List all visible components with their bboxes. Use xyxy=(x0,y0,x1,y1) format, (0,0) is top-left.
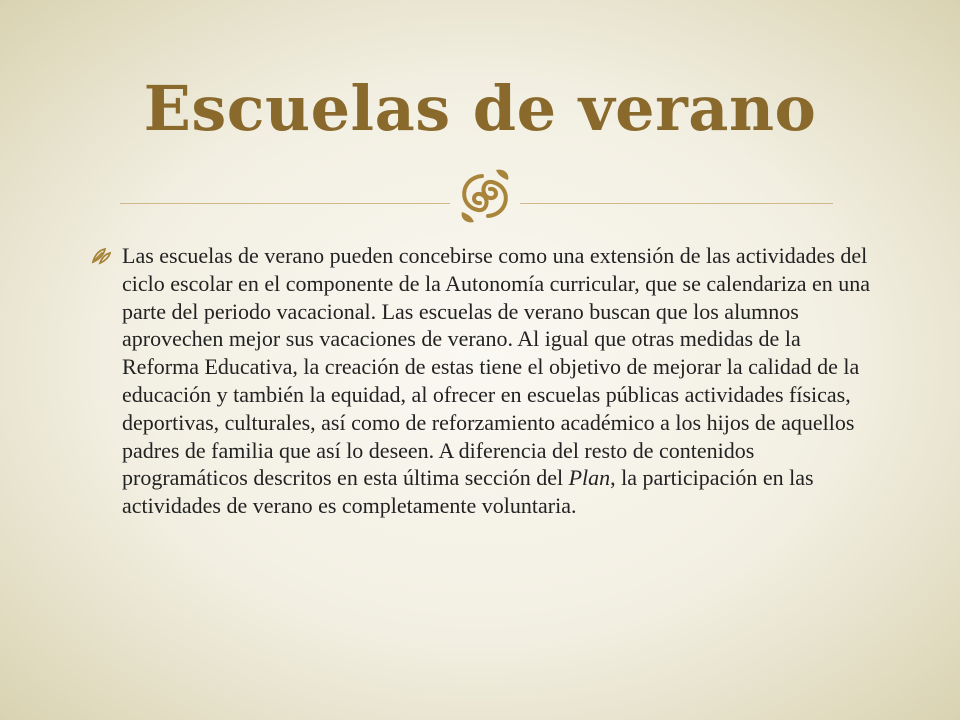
flourish-icon xyxy=(452,166,518,226)
slide-title: Escuelas de verano xyxy=(143,72,817,145)
body-paragraph xyxy=(122,242,882,520)
divider-right xyxy=(520,203,833,204)
paragraph-text-end: , la participación en las actividades de verano es completamente voluntaria. xyxy=(122,465,814,519)
paragraph-text-start: Las escuelas de verano pueden concebirse como una extensión de las actividades del ciclo escolar en el componente de la Autonomía curricular, que se calendariza en una parte del periodo vacacional. Las escuelas de verano buscan que los alumnos aprovechen mejor sus vacaciones de verano. Al igual que otras medidas de la Reforma Educativa, la creación de estas tiene el objetivo de mejorar la calidad de la educación y también la equidad, al ofrecer en escuelas públicas actividades físicas, deportivas, culturales, así como de reforzamiento académico a los hijos de aquellos padres de familia que así lo deseen. A diferencia del resto de contenidos programáticos descritos en esta última sección del xyxy=(122,243,870,491)
divider-left xyxy=(120,203,450,204)
paragraph-text-italic: Plan xyxy=(568,465,611,491)
leaf-bullet-icon xyxy=(90,247,112,265)
